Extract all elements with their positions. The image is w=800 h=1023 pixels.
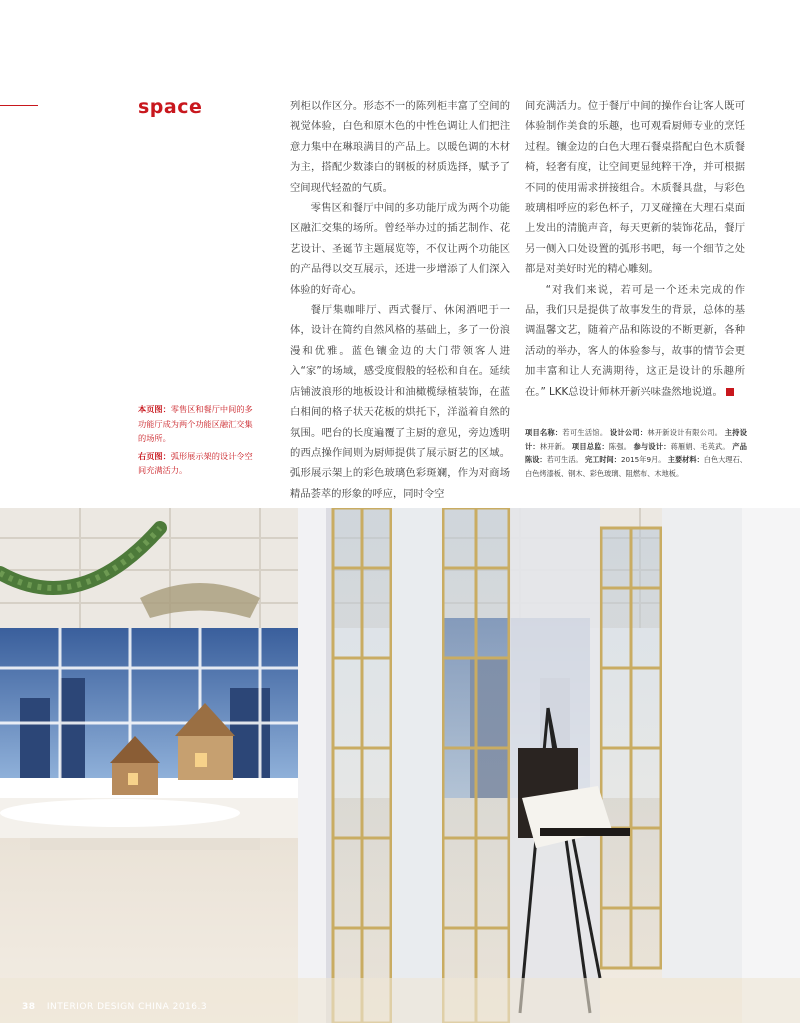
credit-value: 林开新设计有限公司。	[647, 428, 723, 437]
credit-key: 主要材料：	[667, 455, 704, 465]
credit-value: 若可生活馆。	[562, 428, 608, 437]
issue-date: 2016.3	[172, 1002, 208, 1012]
caption-label: 本页图：	[138, 404, 171, 414]
page-folio	[22, 1002, 207, 1012]
end-mark-icon	[726, 388, 734, 396]
paragraph-text: “对我们来说，若可是一个还未完成的作品，我们只是提供了故事发生的背景，总体的基调温馨文艺，随着产品和陈设的不断更新，各种活动的举办，客人的体验参与，故事的情节会更加丰富和让人充满期待，这正是设计的乐趣所在。” LKK总设计师林开新兴味盎然地说道。	[525, 283, 745, 398]
body-column-1	[290, 96, 510, 504]
credit-value: 陈强。	[608, 441, 632, 451]
credit-key: 主持设计：	[525, 428, 747, 451]
credit-value: 林开新。	[539, 441, 570, 451]
credit-key: 完工时间：	[584, 455, 621, 465]
body-column-2	[525, 96, 745, 402]
credit-value: 白色大理石、白色烤漆板、钢木、彩色玻璃、阻燃布、木地板。	[525, 455, 747, 478]
magazine-name: INTERIOR DESIGN CHINA	[46, 1002, 170, 1012]
interior-photo	[0, 508, 800, 1023]
paragraph: 餐厅集咖啡厅、西式餐厅、休闲酒吧于一体，设计在简约自然风格的基础上，多了一份浪漫和优雅。蓝色镶金边的大门带领客人进入“家”的场域，感受度假般的轻松和自在。延续店铺波浪形的地板设计和油橄榄绿植装饰，在蓝白相间的格子状天花板的烘托下，洋溢着自然的氛围。吧台的长度遍覆了主厨的意见，旁边透明的西点操作间则为厨师提供了展示厨艺的区域。弧形展示架上的彩色玻璃色彩斑斓，作为对商场精品荟萃的形象的呼应，同时令空	[290, 304, 510, 500]
credit-key: 项目名称：	[525, 428, 563, 437]
interior-photo-illustration	[0, 508, 800, 1023]
caption-label: 右页图：	[138, 450, 171, 461]
credit-value: 若可生活。	[546, 455, 583, 465]
project-credits	[525, 426, 747, 480]
caption-text: 零售区和餐厅中间的多功能厅成为两个功能区融汇交集的场所。	[138, 404, 253, 443]
credit-key: 产品陈设：	[525, 441, 747, 465]
credit-key: 项目总监：	[571, 441, 609, 451]
caption	[138, 449, 260, 478]
paragraph: 列柜以作区分。形态不一的陈列柜丰富了空间的视觉体验，白色和原木色的中性色调让人们把注意力集中在琳琅满目的产品上。以暖色调的木材为主，搭配少数漆白的钢板的材质选择，赋予了空间现代轻盈的气质。	[290, 100, 510, 194]
caption-text: 弧形展示架的设计令空间充满活力。	[138, 450, 253, 475]
section-label: space	[138, 96, 203, 118]
photo-captions	[138, 402, 260, 481]
caption	[138, 402, 260, 446]
paragraph: 零售区和餐厅中间的多功能厅成为两个功能区融汇交集的场所。曾经举办过的插艺制作、花艺设计、圣诞节主题展览等，不仅让两个功能区的产品得以交互展示，还进一步增添了人们深入体验的好奇心。	[290, 202, 510, 296]
credit-value: 蒋雁娟、毛英武。	[670, 441, 730, 451]
credit-key: 参与设计：	[633, 441, 671, 451]
credit-value: 2015年9月。	[620, 455, 666, 465]
paragraph: 间充满活力。位于餐厅中间的操作台让客人既可体验制作美食的乐趣，也可观看厨师专业的烹饪过程。镶金边的白色大理石餐桌搭配白色木质餐椅，轻奢有度，让空间更显纯粹干净，并可根据不同的使用需求拼接组合。木质餐具盘，与彩色玻璃相呼应的彩色杯子，刀叉碰撞在大理石桌面上发出的清脆声音，每天更新的装饰花品，餐厅另一侧入口处设置的弧形书吧，每一个细节之处都是对美好时光的精心雕刻。	[525, 100, 745, 276]
credit-key: 设计公司：	[609, 428, 648, 437]
paragraph	[525, 280, 745, 402]
page-number: 38	[22, 1002, 36, 1012]
accent-rule	[0, 105, 38, 106]
